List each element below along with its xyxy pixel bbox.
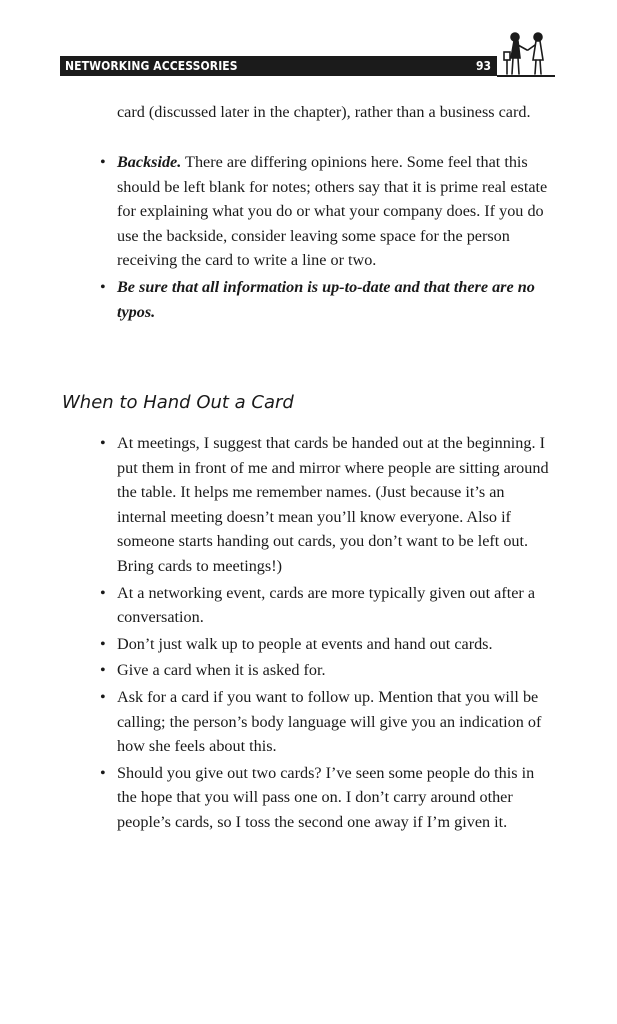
bullet-icon: • (100, 687, 106, 706)
item-text: There are differing opinions here. Some feel that this should be left blank for notes; others say that it is prime real estate for explaining what you do or what your company does. If you do use the backside, consider leaving some space for the person receiving the card to write a line or two. (117, 153, 548, 270)
bullet-icon: • (100, 661, 106, 680)
bullet-icon: • (100, 153, 106, 171)
bullet-icon: • (100, 583, 106, 602)
list-item (100, 685, 557, 759)
list-item (100, 431, 557, 579)
section-heading: When to Hand Out a Card (62, 392, 294, 413)
bullet-list-when-to-hand-out (100, 431, 557, 837)
running-header (60, 56, 497, 76)
bullet-icon: • (100, 763, 106, 782)
list-item (100, 761, 557, 835)
list-item (100, 632, 557, 657)
list-item (100, 275, 557, 324)
bullet-icon: • (100, 634, 106, 653)
list-item (100, 150, 557, 273)
list-item (100, 581, 557, 630)
item-text: Should you give out two cards? I’ve seen some people do this in the hope that you will pass one on. I don’t carry around other people’s cards, so I toss the second one away if I’m given it. (117, 763, 535, 831)
item-text: Ask for a card if you want to follow up. Mention that you will be calling; the person’s body language will give you an indication of how she feels about this. (117, 687, 542, 756)
item-text: Don’t just walk up to people at events and hand out cards. (117, 634, 493, 653)
chapter-title: NETWORKING ACCESSORIES (65, 59, 238, 73)
page-number: 93 (475, 59, 491, 73)
item-text: Give a card when it is asked for. (117, 661, 326, 680)
item-text: At meetings, I suggest that cards be handed out at the beginning. I put them in front of me and mirror where people are sitting around the table. It helps me remember names. (Just because it’s an internal meeting doesn’t mean you’ll know everyone. Also if someone starts handing out cards, you don’t want to be left out. Bring cards to meetings!) (117, 434, 549, 575)
bullet-icon: • (100, 277, 106, 296)
bullet-icon: • (100, 434, 106, 452)
item-lead: Be sure that all information is up-to-date and that there are no typos. (117, 277, 535, 321)
continuation-paragraph: card (discussed later in the chapter), rather than a business card. (117, 103, 531, 121)
bullet-list-card-content (100, 150, 557, 326)
item-text: At a networking event, cards are more typically given out after a conversation. (117, 583, 536, 627)
list-item (100, 658, 557, 683)
handshake-people-icon (498, 28, 556, 77)
item-lead: Backside. (117, 153, 182, 171)
